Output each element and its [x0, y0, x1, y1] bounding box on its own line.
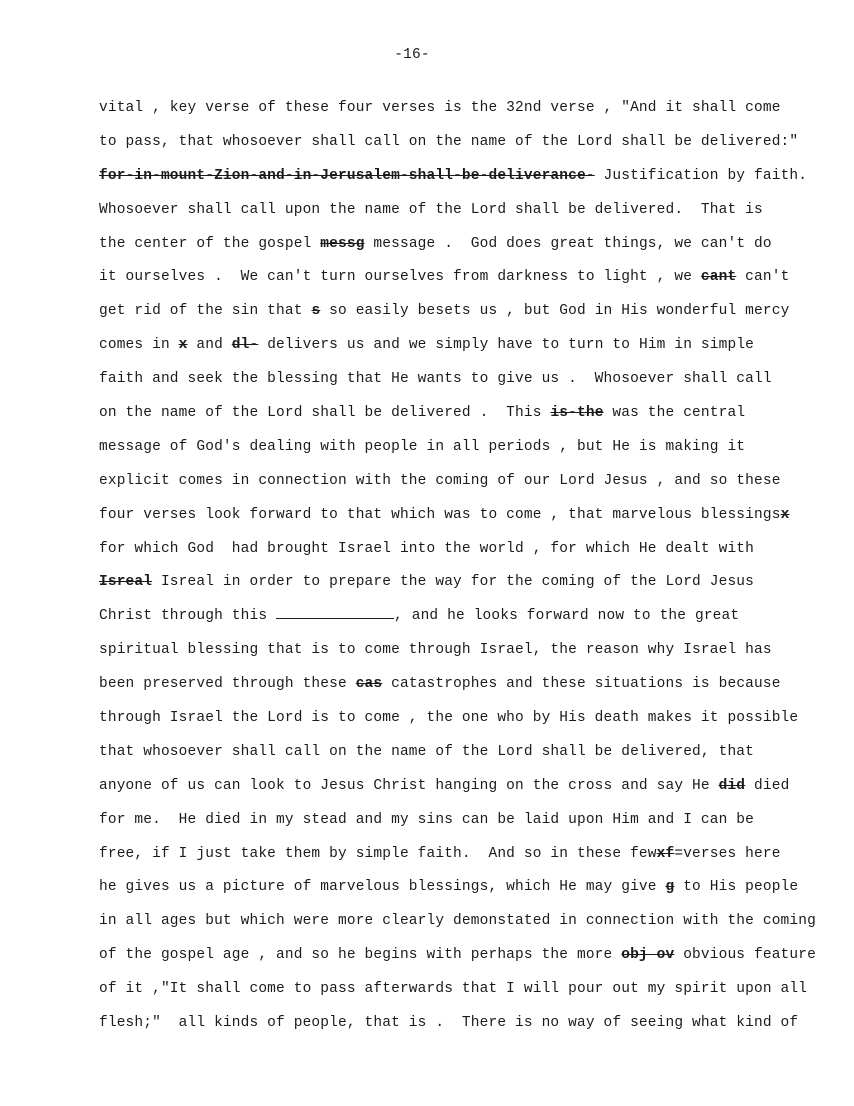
text-segment: for which God had brought Israel into the world , for which He dealt with — [99, 540, 755, 557]
page-number: -16- — [394, 47, 430, 63]
text-segment: of the gospel age , and so he begins with perhaps the more — [99, 947, 622, 964]
struck-out-text: cas — [355, 676, 383, 693]
transcript-body — [99, 96, 816, 1045]
struck-out-text: g — [665, 879, 675, 896]
text-line — [99, 367, 799, 401]
text-segment: flesh;" all kinds of people, that is . There is no way of seeing what kind of — [99, 1015, 799, 1032]
text-segment: Whosoever shall call upon the name of the Lord shall be delivered. That is — [99, 201, 763, 218]
text-line — [99, 1011, 799, 1045]
struck-out-text: cant — [700, 269, 737, 286]
text-segment: died — [745, 777, 790, 794]
text-segment: the center of the gospel — [99, 235, 321, 252]
text-line — [99, 875, 799, 909]
text-line — [99, 740, 799, 774]
text-segment: that whosoever shall call on the name of the Lord shall be delivered, that — [99, 743, 755, 760]
text-line — [99, 706, 799, 740]
text-line — [99, 570, 799, 604]
text-segment: four verses look forward to that which was to come , that marvelous blessings — [99, 506, 781, 523]
struck-out-text: did — [718, 777, 746, 794]
text-segment: catastrophes and these situations is because — [382, 676, 781, 693]
text-line — [99, 943, 816, 977]
text-segment: obvious feature — [674, 947, 816, 964]
text-line — [99, 435, 799, 469]
text-segment: through Israel the Lord is to come , the one who by His death makes it possible — [99, 710, 799, 727]
struck-out-text: messg — [320, 235, 365, 252]
text-line — [99, 299, 799, 333]
text-segment: he gives us a picture of marvelous blessings, which He may give — [99, 879, 666, 896]
text-segment: free, if I just take them by simple faith. And so in these few — [99, 845, 657, 862]
text-segment: message . God does great things, we can't do — [364, 235, 772, 252]
blank-underline — [276, 604, 394, 619]
text-segment: to pass, that whosoever shall call on the name of the Lord shall be delivered:" — [99, 133, 799, 150]
text-line — [99, 401, 799, 435]
text-segment: explicit comes in connection with the coming of our Lord Jesus , and so these — [99, 472, 781, 489]
struck-out-text: x — [178, 337, 188, 354]
text-segment: and — [187, 337, 232, 354]
struck-out-text: for-in-mount-Zion-and-in-Jerusalem-shall-be-deliverance- — [99, 167, 595, 184]
text-line — [99, 333, 799, 367]
text-line — [99, 808, 799, 842]
text-line — [99, 164, 808, 198]
struck-out-text: s — [311, 303, 321, 320]
text-segment: in all ages but which were more clearly demonstated in connection with the coming — [99, 913, 816, 930]
struck-out-text: obj ov — [621, 947, 675, 964]
text-line — [99, 198, 799, 232]
struck-out-text: dl- — [231, 337, 259, 354]
text-segment: so easily besets us , but God in His wonderful mercy — [320, 303, 790, 320]
text-segment: , and he looks forward now to the great — [394, 608, 740, 625]
struck-out-text: Isreal — [99, 574, 153, 591]
text-line — [99, 503, 799, 537]
text-line — [99, 232, 799, 266]
struck-out-text: is-the — [550, 405, 604, 422]
text-segment: =verses here — [674, 845, 781, 862]
text-segment: it ourselves . We can't turn ourselves from darkness to light , we — [99, 269, 701, 286]
text-line — [99, 604, 799, 638]
struck-out-text: x — [780, 506, 790, 523]
text-segment: been preserved through these — [99, 676, 356, 693]
text-segment: message of God's dealing with people in all periods , but He is making it — [99, 438, 746, 455]
text-segment: faith and seek the blessing that He wants to give us . Whosoever shall call — [99, 371, 772, 388]
text-segment: Christ through this — [99, 608, 277, 625]
text-line — [99, 469, 799, 503]
text-segment: anyone of us can look to Jesus Christ hanging on the cross and say He — [99, 777, 719, 794]
text-segment: to His people — [674, 879, 799, 896]
text-segment: Justification by faith. — [594, 167, 808, 184]
text-line — [99, 909, 816, 943]
text-line — [99, 774, 799, 808]
text-line — [99, 130, 799, 164]
text-segment: can't — [736, 269, 790, 286]
struck-out-text: xf — [656, 845, 675, 862]
text-segment: get rid of the sin that — [99, 303, 312, 320]
text-segment: delivers us and we simply have to turn to Him in simple — [258, 337, 755, 354]
text-segment: on the name of the Lord shall be delivered . This — [99, 405, 551, 422]
text-line — [99, 672, 799, 706]
text-segment: spiritual blessing that is to come through Israel, the reason why Israel has — [99, 642, 772, 659]
text-line — [99, 96, 799, 130]
text-segment: vital , key verse of these four verses is the 32nd verse , "And it shall come — [99, 100, 781, 116]
text-line — [99, 537, 799, 571]
text-line — [99, 977, 808, 1011]
text-segment: comes in — [99, 337, 179, 354]
text-line — [99, 638, 799, 672]
text-segment: for me. He died in my stead and my sins can be laid upon Him and I can be — [99, 811, 755, 828]
text-line — [99, 265, 799, 299]
text-segment: Isreal in order to prepare the way for the coming of the Lord Jesus — [152, 574, 755, 591]
text-segment: of it ,"It shall come to pass afterwards that I will pour out my spirit upon all — [99, 981, 808, 998]
text-line — [99, 842, 799, 876]
text-segment: was the central — [603, 405, 746, 422]
